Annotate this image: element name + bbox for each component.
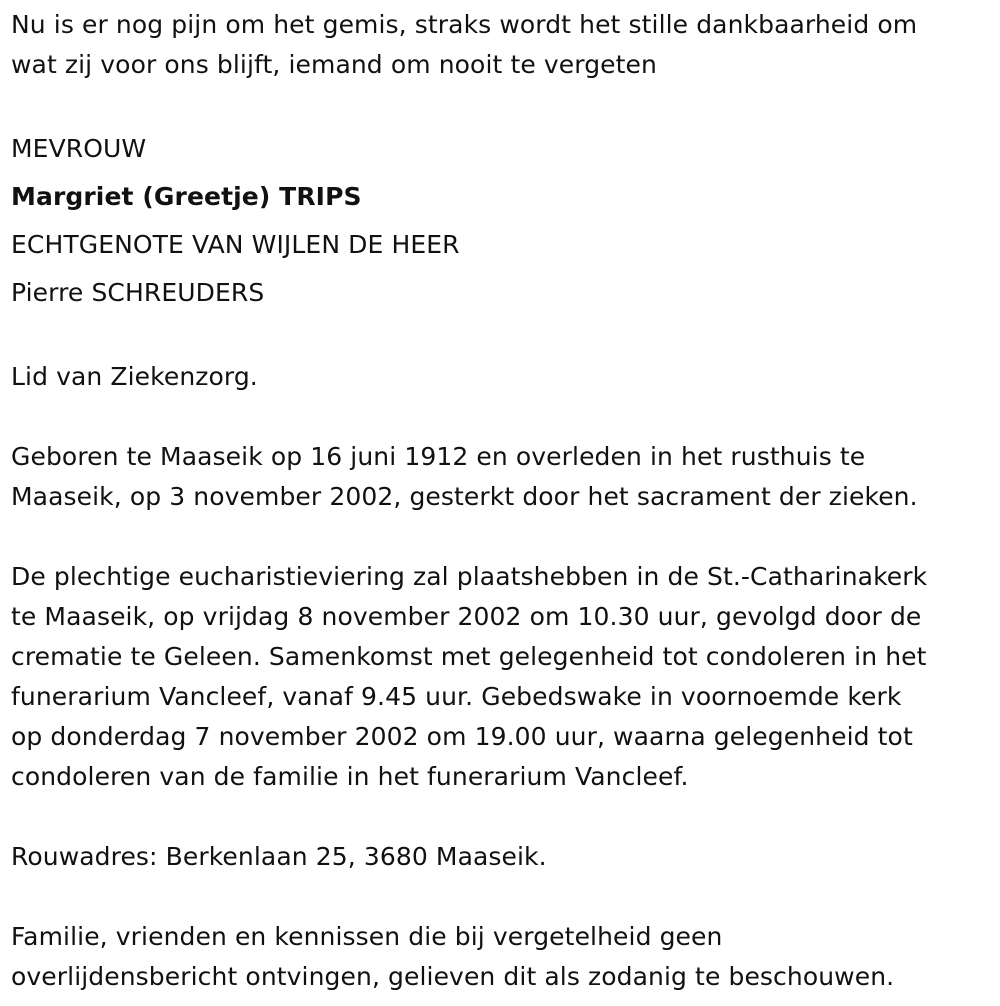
spacer: [11, 85, 1000, 125]
birth-death-line: Geboren te Maaseik op 16 juni 1912 en overleden in het rusthuis te: [11, 442, 866, 471]
address-line: Rouwadres: Berkenlaan 25, 3680 Maaseik.: [11, 842, 547, 871]
closing-line: overlijdensbericht ontvingen, gelieven dit als zodanig te beschouwen.: [11, 962, 895, 991]
ceremony-line: op donderdag 7 november 2002 om 19.00 uur, waarna gelegenheid tot: [11, 722, 913, 751]
deceased-relation: ECHTGENOTE VAN WIJLEN DE HEER: [11, 230, 460, 259]
membership-paragraph: [11, 357, 1000, 397]
spacer: [11, 397, 1000, 437]
ceremony-line: funerarium Vancleef, vanaf 9.45 uur. Gebedswake in voornoemde kerk: [11, 682, 902, 711]
spacer: [11, 317, 1000, 357]
verse-paragraph: [11, 5, 1000, 85]
ceremony-line: crematie te Geleen. Samenkomst met gelegenheid tot condoleren in het: [11, 642, 927, 671]
spacer: [11, 517, 1000, 557]
verse-line: wat zij voor ons blijft, iemand om nooit te vergeten: [11, 50, 657, 79]
birth-death-paragraph: [11, 437, 1000, 517]
deceased-title: MEVROUW: [11, 134, 147, 163]
spacer: [11, 797, 1000, 837]
closing-line: Familie, vrienden en kennissen die bij vergetelheid geen: [11, 922, 723, 951]
ceremony-line: De plechtige eucharistieviering zal plaatshebben in de St.-Catharinakerk: [11, 562, 928, 591]
verse-line: Nu is er nog pijn om het gemis, straks wordt het stille dankbaarheid om: [11, 10, 918, 39]
deceased-block: [11, 125, 1000, 317]
spacer: [11, 877, 1000, 917]
address-paragraph: [11, 837, 1000, 877]
spouse-name: Pierre SCHREUDERS: [11, 278, 265, 307]
closing-paragraph: [11, 917, 1000, 997]
birth-death-line: Maaseik, op 3 november 2002, gesterkt door het sacrament der zieken.: [11, 482, 918, 511]
ceremony-line: condoleren van de familie in het funerarium Vancleef.: [11, 762, 689, 791]
ceremony-line: te Maaseik, op vrijdag 8 november 2002 om 10.30 uur, gevolgd door de: [11, 602, 922, 631]
membership-line: Lid van Ziekenzorg.: [11, 362, 258, 391]
ceremony-paragraph: [11, 557, 1000, 797]
deceased-name: Margriet (Greetje) TRIPS: [11, 182, 362, 211]
